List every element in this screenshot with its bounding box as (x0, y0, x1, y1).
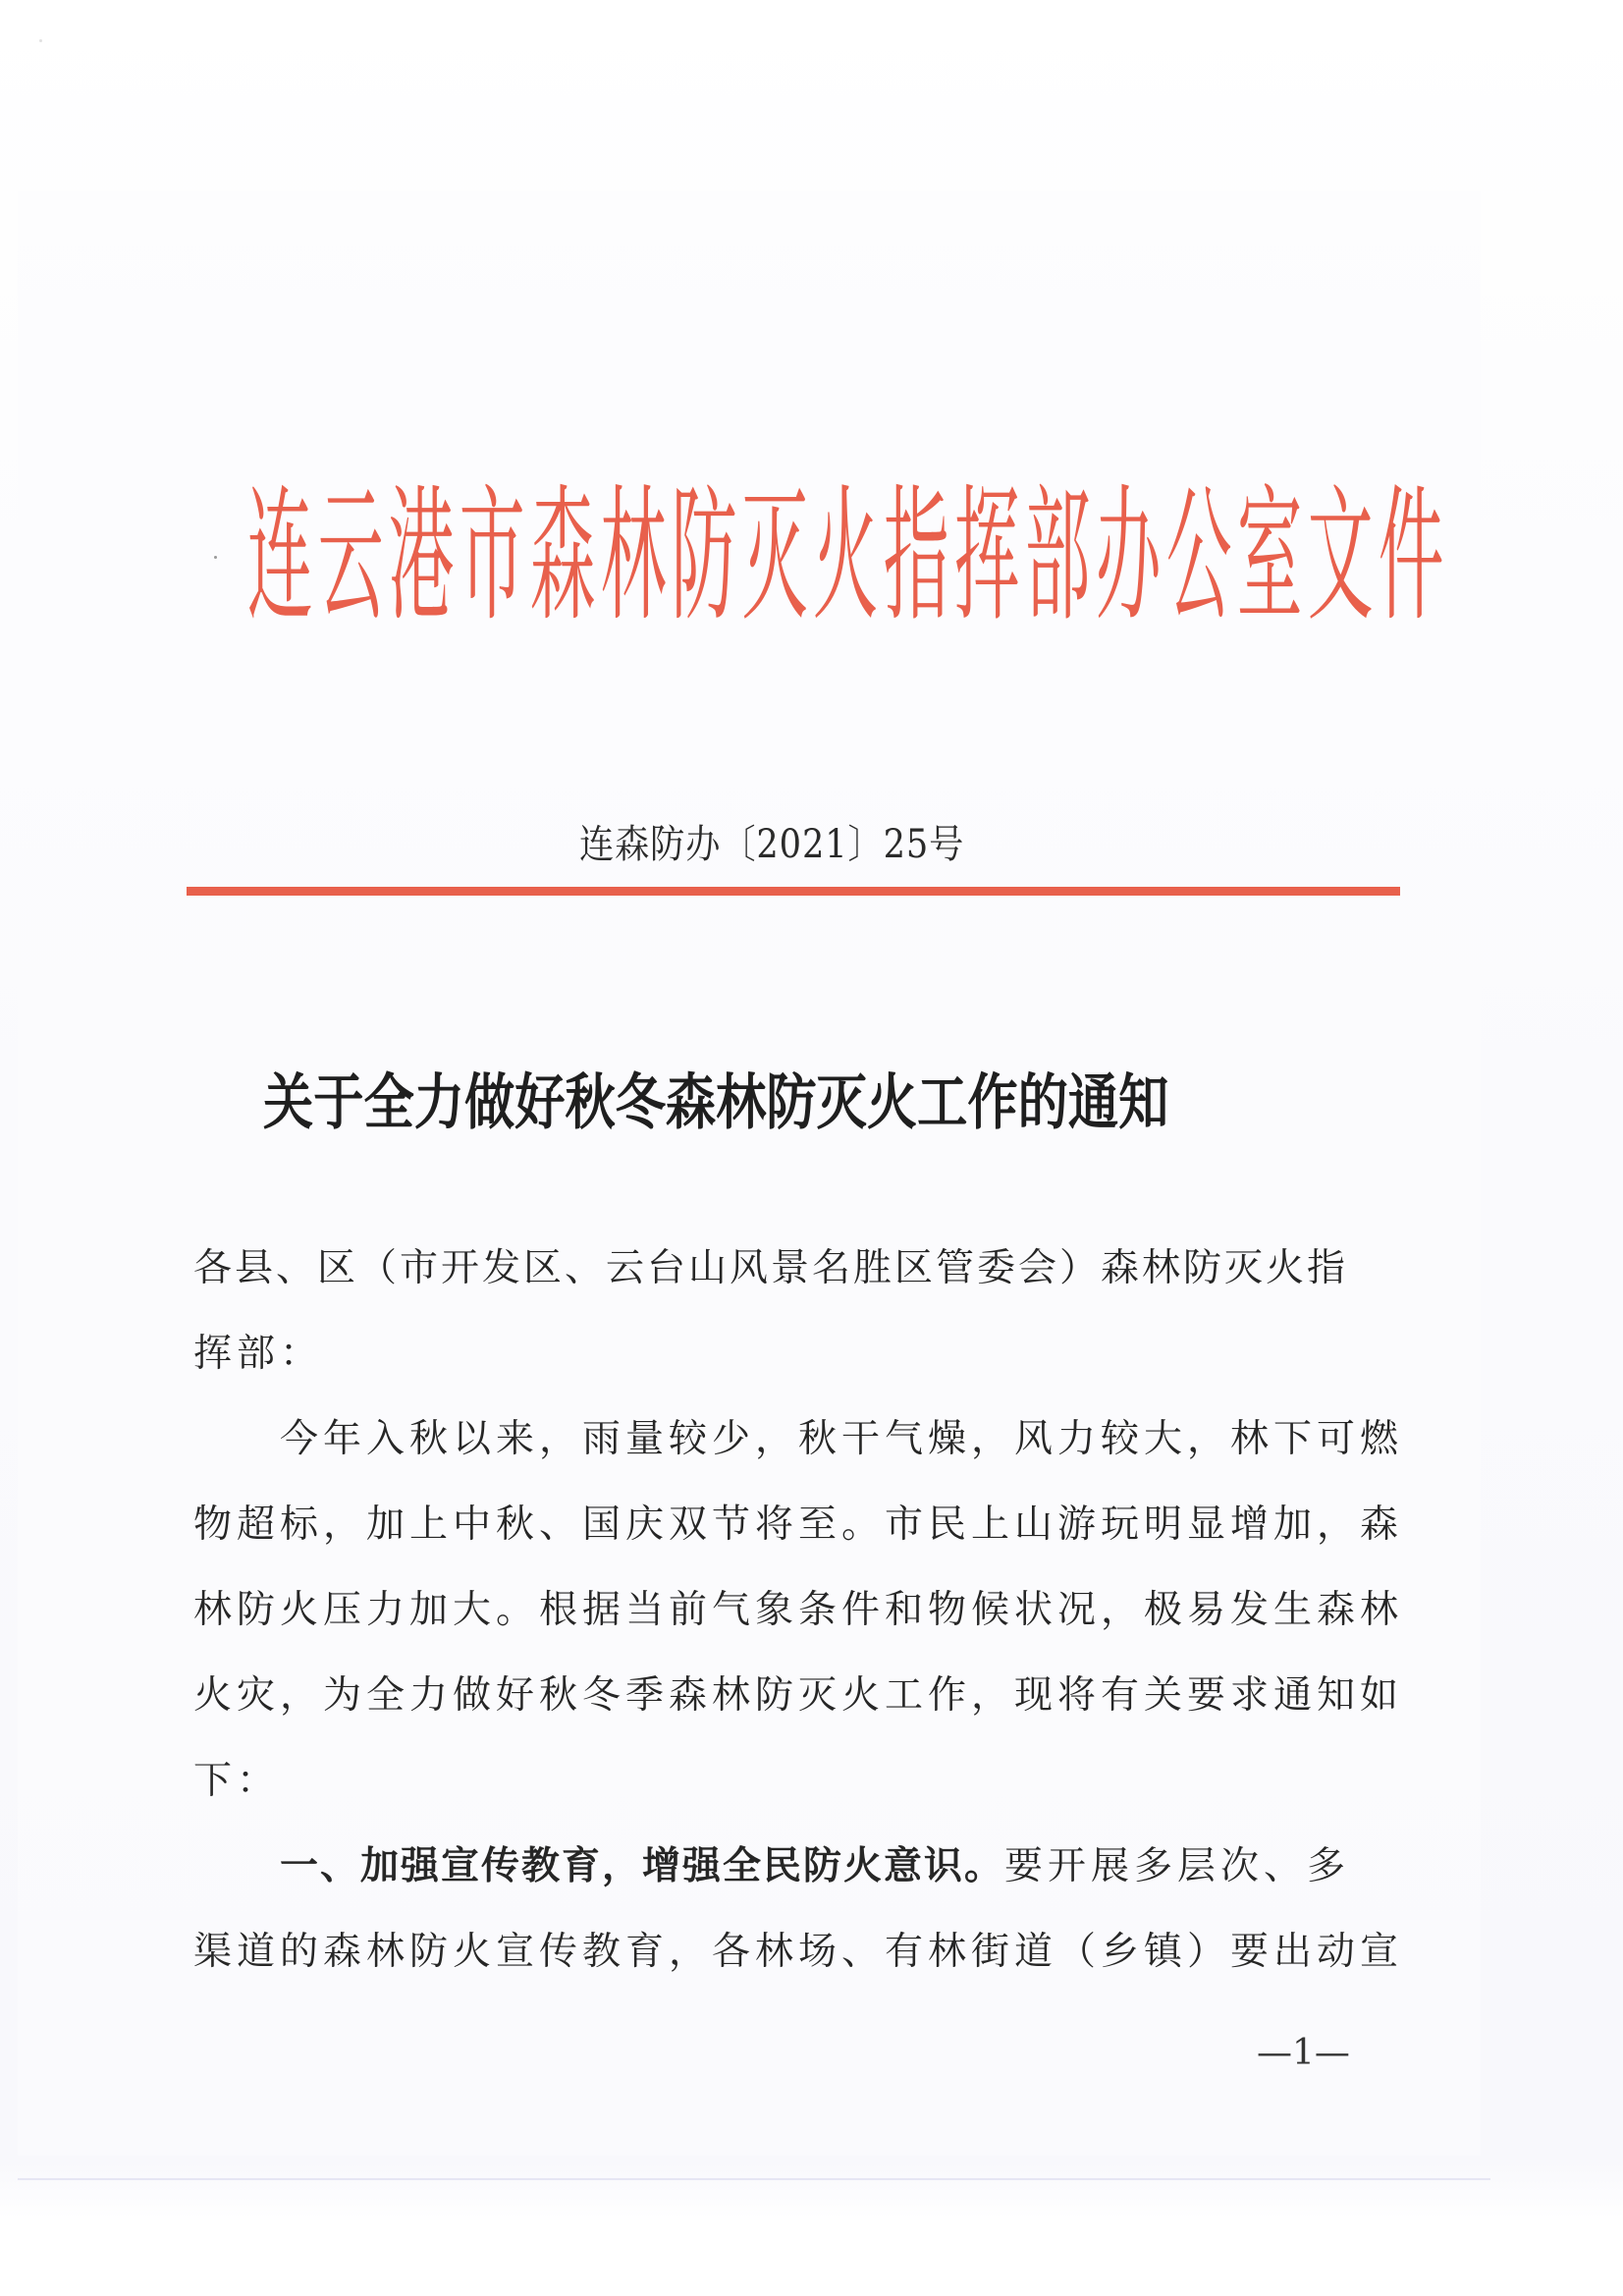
document-title: 关于全力做好秋冬森林防灭火工作的通知 (263, 1066, 1169, 1138)
issuer-char: 火 (812, 472, 879, 642)
intro-line: 今年入秋以来，雨量较少，秋干气燥，风力较大，林下可燃 (280, 1417, 1404, 1461)
issuer-char: 云 (317, 472, 384, 642)
issuer-char: 公 (1165, 472, 1232, 642)
scan-artifact-line (18, 2178, 1490, 2180)
issuer-char: 连 (246, 472, 313, 642)
section-1-line: 渠道的森林防火宣传教育，各林场、有林街道（乡镇）要出动宣 (193, 1930, 1404, 1974)
issuer-char: 办 (1095, 472, 1162, 642)
issuer-char: 森 (529, 472, 596, 642)
document-number: 连森防办〔2021〕25号 (579, 822, 965, 867)
document-body (193, 1226, 1411, 1995)
red-separator-rule (187, 887, 1400, 896)
intro-line: 物超标，加上中秋、国庆双节将至。市民上山游玩明显增加，森 (193, 1503, 1404, 1547)
intro-line: 林防火压力加大。根据当前气象条件和物候状况，极易发生森林 (193, 1588, 1404, 1632)
issuer-char: 防 (671, 472, 737, 642)
intro-line: 下： (193, 1759, 281, 1803)
page-number: —1— (1257, 2033, 1350, 2073)
issuer-red-header (234, 469, 1444, 646)
issuer-char: 件 (1378, 472, 1444, 642)
issuer-char: 灭 (741, 472, 808, 642)
issuer-char: 挥 (953, 472, 1020, 642)
section-1-text: 要开展多层次、多 (1004, 1844, 1351, 1888)
issuer-char: 市 (459, 472, 525, 642)
issuer-char: 文 (1307, 472, 1374, 642)
issuer-char: 林 (600, 472, 667, 642)
salutation-line: 挥部： (193, 1332, 324, 1376)
issuer-char: 部 (1024, 472, 1091, 642)
scan-speck (39, 39, 42, 42)
section-1-first-line (193, 1824, 1411, 1909)
intro-line: 火灾，为全力做好秋冬季森林防灭火工作，现将有关要求通知如 (193, 1673, 1404, 1718)
issuer-char: 指 (883, 472, 949, 642)
issuer-char: 港 (388, 472, 455, 642)
issuer-char: 室 (1236, 472, 1303, 642)
salutation-line: 各县、区（市开发区、云台山风景名胜区管委会）森林防灭火指 (193, 1246, 1349, 1290)
scan-speck (214, 556, 217, 559)
section-1-heading: 一、加强宣传教育，增强全民防火意识。 (280, 1844, 1005, 1888)
